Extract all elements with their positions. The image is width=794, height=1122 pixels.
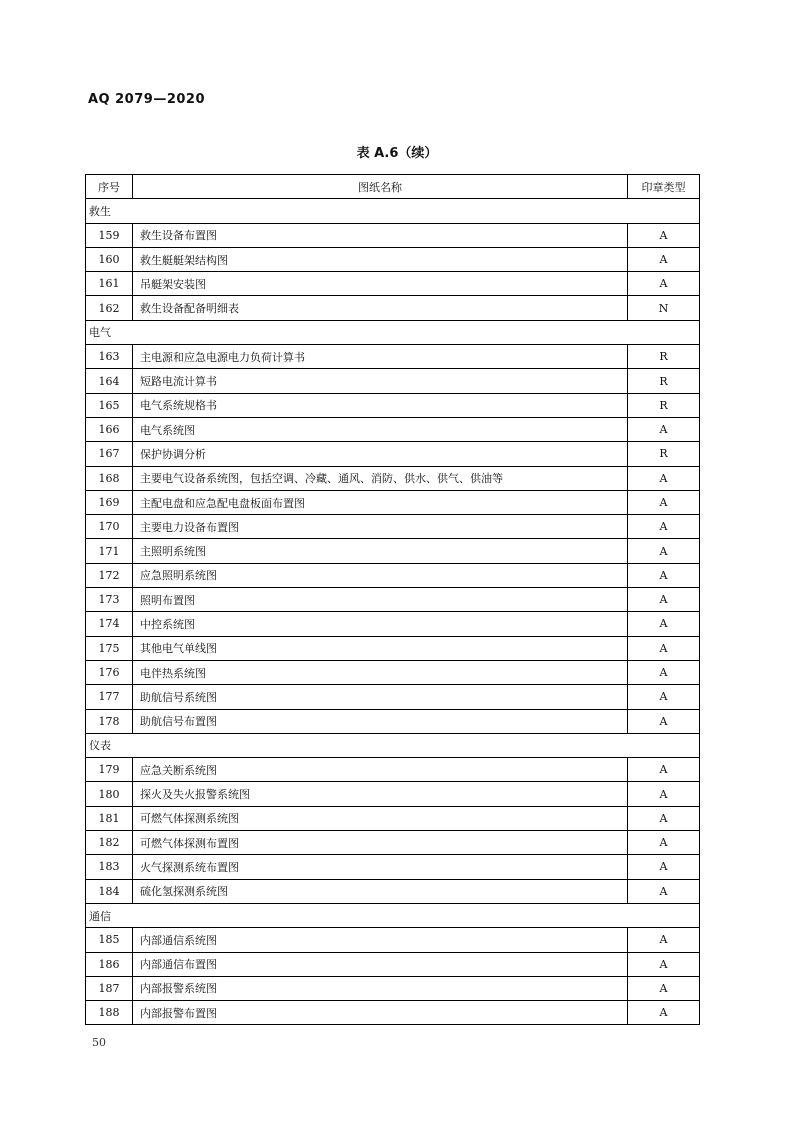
seal-type: A: [628, 709, 700, 733]
seal-type: A: [628, 272, 700, 296]
row-number: 180: [86, 782, 133, 806]
row-number: 188: [86, 1001, 133, 1025]
drawing-name: 硫化氢探测系统图: [133, 879, 628, 903]
drawing-name: 吊艇架安装图: [133, 272, 628, 296]
drawing-name: 内部报警布置图: [133, 1001, 628, 1025]
table-row: [86, 782, 700, 806]
drawing-name: 内部通信布置图: [133, 952, 628, 976]
seal-type: A: [628, 952, 700, 976]
seal-type: A: [628, 831, 700, 855]
drawing-name: 主照明系统图: [133, 539, 628, 563]
standard-id: AQ 2079—2020: [88, 92, 206, 107]
row-number: 172: [86, 563, 133, 587]
table-row: [86, 1001, 700, 1025]
table-row: [86, 417, 700, 441]
drawing-name: 内部通信系统图: [133, 928, 628, 952]
table-row: [86, 660, 700, 684]
table-row: [86, 855, 700, 879]
drawing-name: 可燃气体探测系统图: [133, 806, 628, 830]
seal-type: A: [628, 636, 700, 660]
seal-type: A: [628, 660, 700, 684]
row-number: 175: [86, 636, 133, 660]
drawing-name: 救生艇艇架结构图: [133, 247, 628, 271]
seal-type: A: [628, 247, 700, 271]
row-number: 183: [86, 855, 133, 879]
table-row: [86, 296, 700, 320]
section-heading: 电气: [86, 320, 700, 344]
seal-type: A: [628, 806, 700, 830]
seal-type: A: [628, 466, 700, 490]
row-number: 176: [86, 660, 133, 684]
seal-type: N: [628, 296, 700, 320]
row-number: 163: [86, 345, 133, 369]
table-row: [86, 588, 700, 612]
seal-type: A: [628, 223, 700, 247]
column-header-seal: 印章类型: [628, 175, 700, 199]
row-number: 178: [86, 709, 133, 733]
drawing-name: 救生设备布置图: [133, 223, 628, 247]
table-row: [86, 612, 700, 636]
seal-type: R: [628, 369, 700, 393]
section-heading: 仪表: [86, 733, 700, 757]
drawing-name: 保护协调分析: [133, 442, 628, 466]
seal-type: A: [628, 563, 700, 587]
table-row: [86, 636, 700, 660]
drawing-name: 主配电盘和应急配电盘板面布置图: [133, 490, 628, 514]
table-row: [86, 393, 700, 417]
row-number: 174: [86, 612, 133, 636]
seal-type: R: [628, 393, 700, 417]
page-number: 50: [92, 1036, 106, 1049]
table-row: [86, 563, 700, 587]
row-number: 160: [86, 247, 133, 271]
row-number: 167: [86, 442, 133, 466]
row-number: 171: [86, 539, 133, 563]
drawing-name: 其他电气单线图: [133, 636, 628, 660]
drawing-name: 电气系统规格书: [133, 393, 628, 417]
table-row: [86, 490, 700, 514]
row-number: 166: [86, 417, 133, 441]
row-number: 170: [86, 515, 133, 539]
table-row: [86, 247, 700, 271]
row-number: 161: [86, 272, 133, 296]
drawing-name: 助航信号布置图: [133, 709, 628, 733]
row-number: 182: [86, 831, 133, 855]
table-row: [86, 879, 700, 903]
seal-type: R: [628, 345, 700, 369]
seal-type: A: [628, 855, 700, 879]
drawing-name: 火气探测系统布置图: [133, 855, 628, 879]
section-heading: 通信: [86, 903, 700, 927]
seal-type: A: [628, 490, 700, 514]
seal-type: A: [628, 539, 700, 563]
table-row: [86, 369, 700, 393]
table-row: [86, 952, 700, 976]
seal-type: A: [628, 515, 700, 539]
table-header-row: [86, 175, 700, 199]
drawing-name: 电伴热系统图: [133, 660, 628, 684]
seal-type: A: [628, 782, 700, 806]
seal-type: A: [628, 685, 700, 709]
drawing-name: 中控系统图: [133, 612, 628, 636]
seal-type: A: [628, 612, 700, 636]
column-header-no: 序号: [86, 175, 133, 199]
row-number: 187: [86, 976, 133, 1000]
table-row: [86, 442, 700, 466]
table-body: [86, 199, 700, 1025]
row-number: 173: [86, 588, 133, 612]
row-number: 168: [86, 466, 133, 490]
table-row: [86, 272, 700, 296]
drawing-name: 探火及失火报警系统图: [133, 782, 628, 806]
drawing-name: 应急关断系统图: [133, 758, 628, 782]
drawing-name: 可燃气体探测布置图: [133, 831, 628, 855]
drawing-name: 内部报警系统图: [133, 976, 628, 1000]
row-number: 169: [86, 490, 133, 514]
seal-type: A: [628, 879, 700, 903]
drawing-name: 应急照明系统图: [133, 563, 628, 587]
table-row: [86, 806, 700, 830]
table-row: [86, 539, 700, 563]
table-row: [86, 223, 700, 247]
drawing-name: 电气系统图: [133, 417, 628, 441]
table-row: [86, 466, 700, 490]
table-row: [86, 515, 700, 539]
section-row: [86, 199, 700, 223]
drawing-name: 照明布置图: [133, 588, 628, 612]
row-number: 162: [86, 296, 133, 320]
table-row: [86, 831, 700, 855]
section-row: [86, 733, 700, 757]
section-row: [86, 903, 700, 927]
seal-type: R: [628, 442, 700, 466]
row-number: 186: [86, 952, 133, 976]
seal-type: A: [628, 928, 700, 952]
seal-type: A: [628, 758, 700, 782]
section-row: [86, 320, 700, 344]
row-number: 159: [86, 223, 133, 247]
seal-type: A: [628, 976, 700, 1000]
row-number: 185: [86, 928, 133, 952]
row-number: 165: [86, 393, 133, 417]
row-number: 179: [86, 758, 133, 782]
row-number: 181: [86, 806, 133, 830]
table-title: 表 A.6（续）: [356, 146, 438, 161]
drawing-name: 主要电力设备布置图: [133, 515, 628, 539]
table-row: [86, 685, 700, 709]
seal-type: A: [628, 1001, 700, 1025]
table-row: [86, 345, 700, 369]
row-number: 177: [86, 685, 133, 709]
drawing-name: 助航信号系统图: [133, 685, 628, 709]
column-header-name: 图纸名称: [133, 175, 628, 199]
table-row: [86, 976, 700, 1000]
drawing-list-table: [85, 174, 700, 1025]
seal-type: A: [628, 588, 700, 612]
drawing-name: 主电源和应急电源电力负荷计算书: [133, 345, 628, 369]
seal-type: A: [628, 417, 700, 441]
table-row: [86, 709, 700, 733]
drawing-name: 救生设备配备明细表: [133, 296, 628, 320]
table-row: [86, 928, 700, 952]
table-row: [86, 758, 700, 782]
drawing-name: 短路电流计算书: [133, 369, 628, 393]
row-number: 184: [86, 879, 133, 903]
row-number: 164: [86, 369, 133, 393]
section-heading: 救生: [86, 199, 700, 223]
drawing-name: 主要电气设备系统图，包括空调、冷藏、通风、消防、供水、供气、供油等: [133, 466, 628, 490]
